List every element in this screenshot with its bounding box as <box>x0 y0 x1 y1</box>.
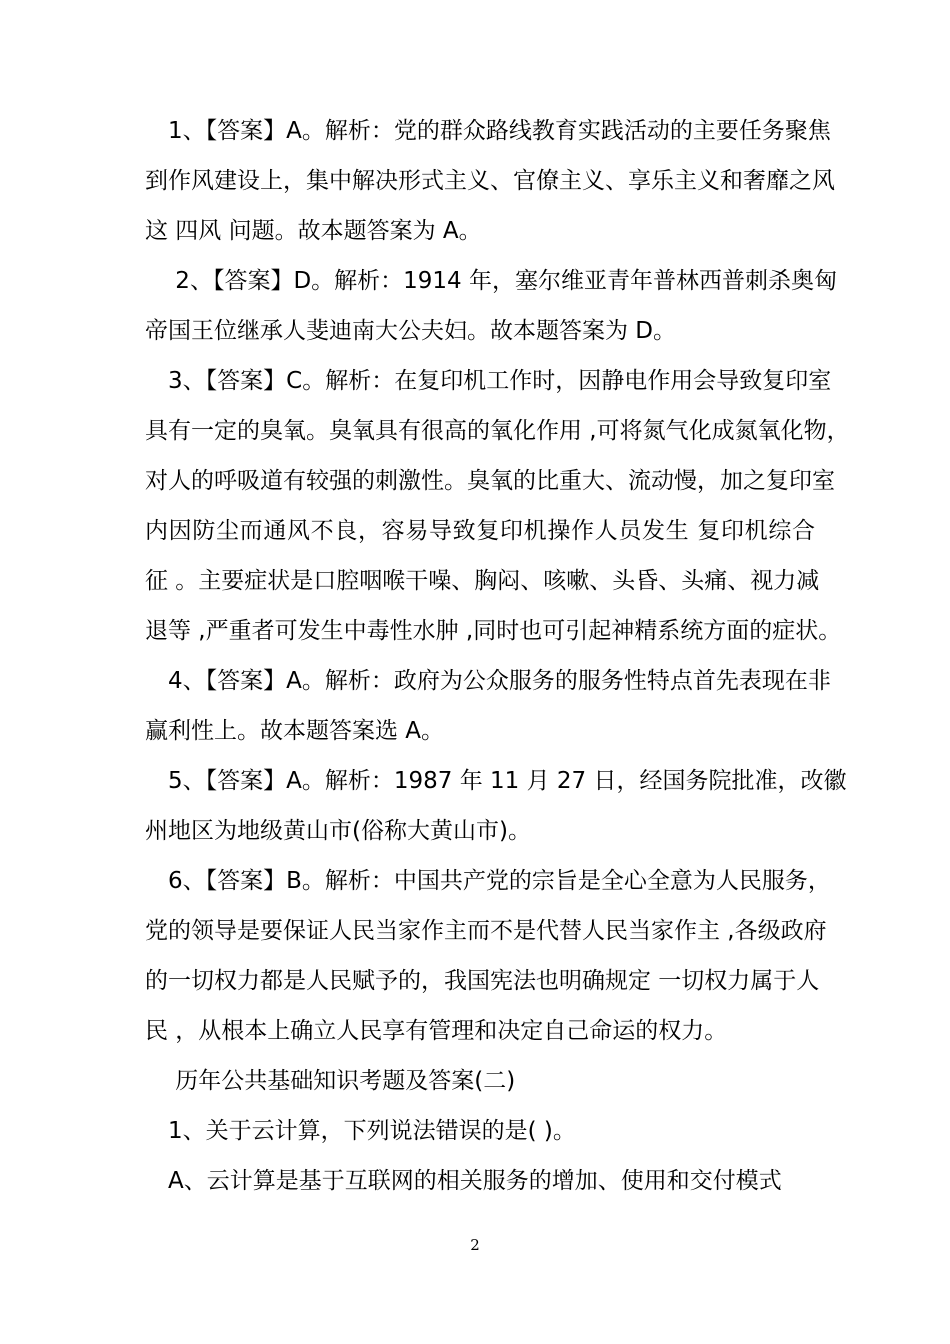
text-line: 到作风建设上，集中解决形式主义、官僚主义、享乐主义和奢靡之风 <box>145 168 835 194</box>
text-line: 党的领导是要保证人民当家作主而不是代替人民当家作主 ,各级政府 <box>145 918 827 944</box>
text-line: 具有一定的臭氧。臭氧具有很高的氧化作用 ,可将氮气化成氮氧化物， <box>145 418 850 444</box>
text-line: 赢利性上。故本题答案选 A。 <box>145 718 445 744</box>
text-line: 2、【答案】D。解析：1914 年，塞尔维亚青年普林西普刺杀奥匈 <box>145 268 837 294</box>
text-line: 5、【答案】A。解析：1987 年 11 月 27 日，经国务院批准，改徽 <box>145 768 847 794</box>
text-line: 对人的呼吸道有较强的刺激性。臭氧的比重大、流动慢，加之复印室 <box>145 468 835 494</box>
text-line: 民 ，从根本上确立人民享有管理和决定自己命运的权力。 <box>145 1018 728 1044</box>
text-line: 州地区为地级黄山市(俗称大黄山市)。 <box>145 818 531 844</box>
text-line: 退等 ,严重者可发生中毒性水肿 ,同时也可引起神精系统方面的症状。 <box>145 618 842 644</box>
section-heading: 历年公共基础知识考题及答案(二) <box>145 1068 516 1094</box>
text-line: 6、【答案】B。解析：中国共产党的宗旨是全心全意为人民服务， <box>145 868 831 894</box>
text-line: 这 四风 问题。故本题答案为 A。 <box>145 218 482 244</box>
text-line: 的一切权力都是人民赋予的，我国宪法也明确规定 一切权力属于人 <box>145 968 820 994</box>
text-line: 帝国王位继承人斐迪南大公夫妇。故本题答案为 D。 <box>145 318 677 344</box>
text-line: 征 。主要症状是口腔咽喉干噪、胸闷、咳嗽、头昏、头痛、视力减 <box>145 568 820 594</box>
page-number: 2 <box>470 1236 480 1254</box>
text-line: 内因防尘而通风不良，容易导致复印机操作人员发生 复印机综合 <box>145 518 815 544</box>
answer-option: A、云计算是基于互联网的相关服务的增加、使用和交付模式 <box>145 1168 782 1194</box>
question-stem: 1、关于云计算，下列说法错误的是( )。 <box>145 1118 576 1144</box>
text-line: 1、【答案】A。解析：党的群众路线教育实践活动的主要任务聚焦 <box>145 118 831 144</box>
text-line: 4、【答案】A。解析：政府为公众服务的服务性特点首先表现在非 <box>145 668 831 694</box>
text-line: 3、【答案】C。解析：在复印机工作时，因静电作用会导致复印室 <box>145 368 832 394</box>
